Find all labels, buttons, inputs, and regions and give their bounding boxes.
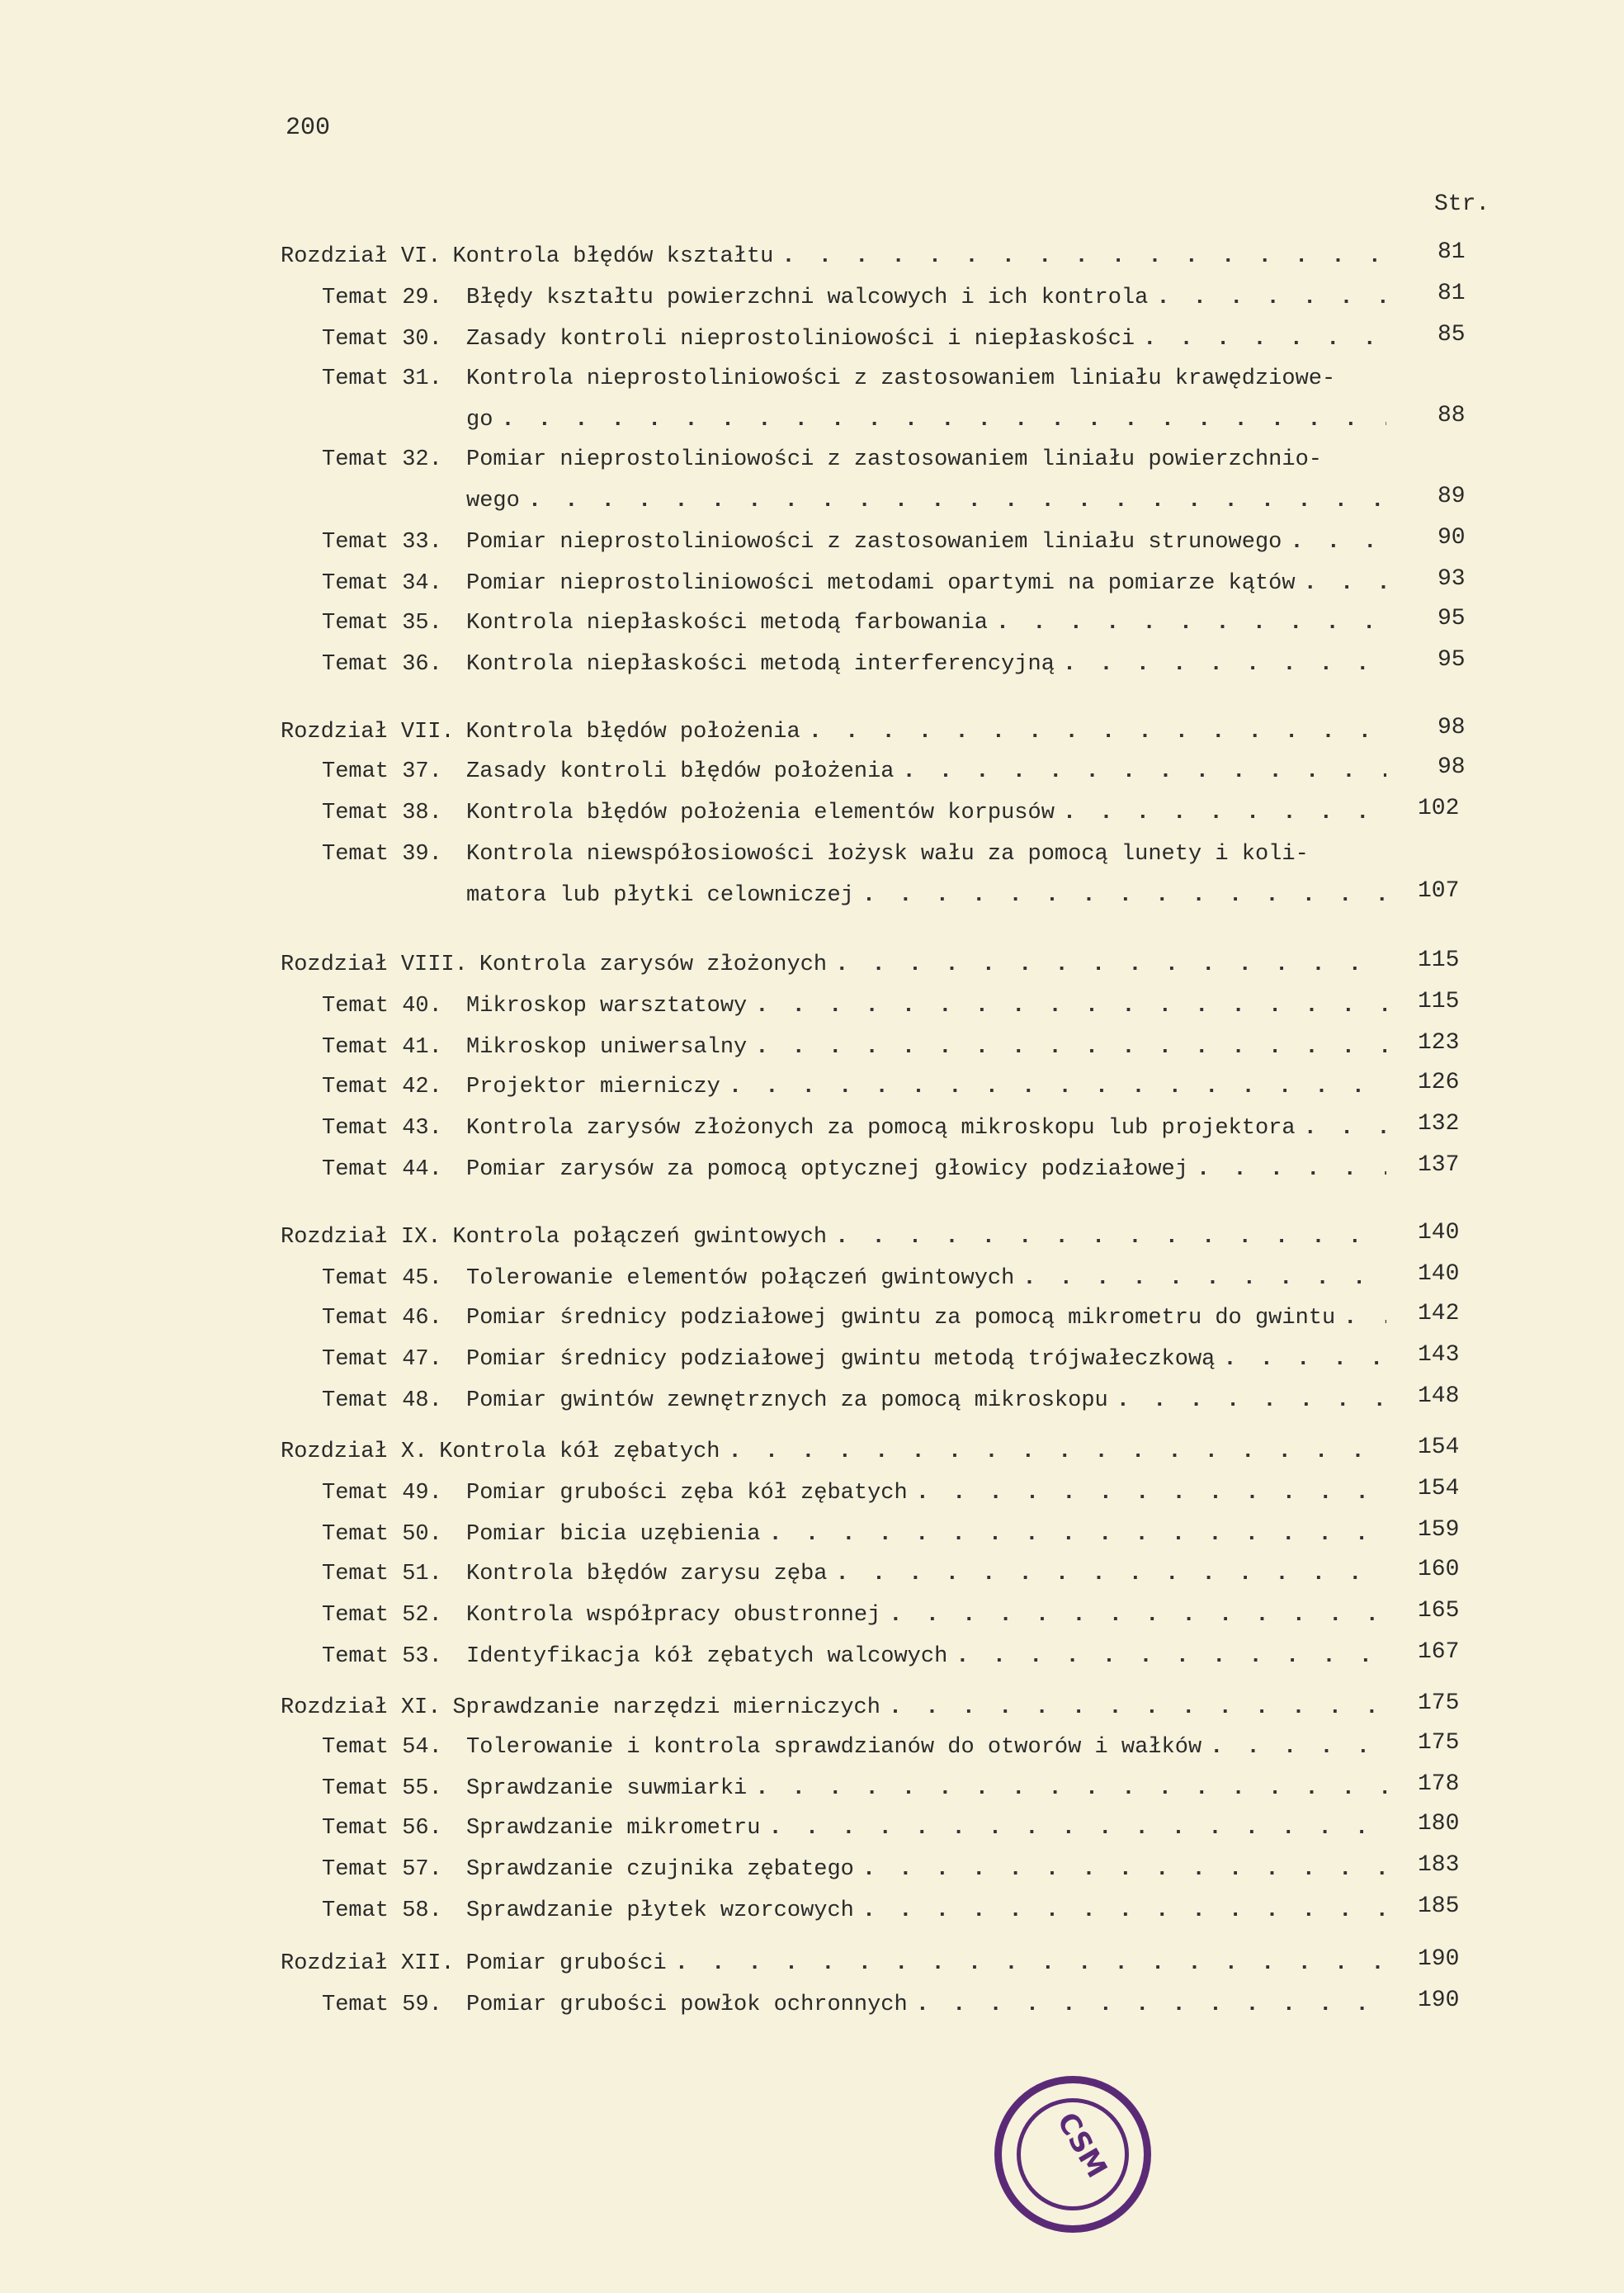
toc-page-number: 140 (1418, 1220, 1460, 1246)
dot-leader (729, 1440, 1387, 1464)
toc-lead: Temat 33. (322, 530, 442, 555)
toc-page-number: 115 (1418, 989, 1460, 1014)
dot-leader (1063, 801, 1386, 825)
toc-topic-row (322, 1846, 1386, 1882)
toc-topic-row (322, 315, 1386, 352)
toc-page-number: 90 (1438, 525, 1466, 551)
dot-leader (755, 1776, 1386, 1801)
toc-page-number: 140 (1418, 1261, 1460, 1287)
dot-leader (1116, 1388, 1386, 1413)
toc-lead: Temat 52. (322, 1603, 442, 1628)
toc-title: Sprawdzanie narzędzi mierniczych (452, 1695, 880, 1720)
toc-page-number: 98 (1438, 715, 1466, 740)
dot-leader (1210, 1735, 1386, 1760)
toc-topic-row (322, 789, 1386, 825)
toc-title: Pomiar grubości zęba kół zębatych (466, 1481, 908, 1506)
toc-topic-row (322, 1469, 1386, 1506)
toc-title: go (466, 408, 493, 433)
toc-lead: Temat 45. (322, 1266, 442, 1291)
dot-leader (809, 720, 1386, 745)
toc-lead: Temat 44. (322, 1157, 442, 1182)
toc-topic-row (322, 1765, 1386, 1801)
toc-title: Kontrola zarysów złożonych za pomocą mikroskopu lub projektora (466, 1116, 1296, 1141)
toc-topic-row (322, 1804, 1386, 1841)
toc-lead: Temat 29. (322, 286, 442, 310)
toc-topic-row (322, 436, 1386, 472)
toc-page-number: 85 (1438, 322, 1466, 347)
toc-page-number: 178 (1418, 1771, 1460, 1797)
dot-leader (1063, 652, 1386, 677)
toc-title: Sprawdzanie suwmiarki (466, 1776, 748, 1801)
toc-title: Kontrola zarysów złożonych (479, 953, 828, 977)
toc-topic-row (322, 1063, 1386, 1099)
toc-title: Mikroskop uniwersalny (466, 1035, 748, 1060)
toc-title: Kontrola błędów kształtu (452, 244, 774, 269)
toc-title: Pomiar zarysów za pomocą optycznej głowicy podziałowej (466, 1157, 1188, 1182)
toc-topic-row (322, 641, 1386, 677)
dot-leader (768, 1816, 1386, 1841)
toc-chapter-row (281, 1428, 1386, 1464)
dot-leader (862, 1898, 1386, 1923)
toc-topic-row (322, 1550, 1386, 1586)
toc-title: Mikroskop warsztatowy (466, 994, 748, 1019)
toc-page-number: 175 (1418, 1690, 1460, 1716)
toc-title: Zasady kontroli błędów położenia (466, 759, 895, 784)
toc-page-number: 159 (1418, 1517, 1460, 1543)
toc-title: matora lub płytki celowniczej (466, 883, 854, 908)
toc-page-number: 107 (1418, 878, 1460, 904)
toc-page-number: 190 (1418, 1946, 1460, 1972)
toc-lead: Temat 54. (322, 1735, 442, 1760)
toc-page-number: 123 (1418, 1030, 1460, 1056)
toc-topic-row (322, 1104, 1386, 1141)
toc-title: Pomiar średnicy podziałowej gwintu metodą trójwałeczkową (466, 1347, 1216, 1372)
toc-topic-row (322, 1255, 1386, 1291)
toc-topic-row (322, 518, 1386, 555)
dot-leader (956, 1644, 1386, 1669)
toc-topic-row (322, 830, 1386, 867)
toc-lead: Temat 57. (322, 1857, 442, 1882)
page-column-header: Str. (1434, 191, 1490, 217)
dot-leader (1197, 1157, 1386, 1182)
toc-lead: Temat 55. (322, 1776, 442, 1801)
toc-page-number: 81 (1438, 239, 1466, 265)
dot-leader (889, 1603, 1386, 1628)
toc-topic-row (322, 982, 1386, 1019)
toc-lead: Temat 50. (322, 1522, 442, 1547)
toc-page-number: 183 (1418, 1852, 1460, 1878)
dot-leader (755, 994, 1386, 1019)
toc-lead: Rozdział IX. (281, 1225, 441, 1250)
toc-page-number: 95 (1438, 606, 1466, 631)
toc-page-number: 132 (1418, 1111, 1460, 1137)
toc-title: Kontrola kół zębatych (439, 1440, 720, 1464)
toc-topic-row (322, 1887, 1386, 1923)
dot-leader (1304, 571, 1386, 596)
toc-title: wego (466, 489, 520, 513)
dot-leader (1223, 1347, 1386, 1372)
toc-topic-row (322, 560, 1386, 596)
toc-topic-row (322, 1633, 1386, 1669)
toc-chapter-row (281, 233, 1386, 269)
toc-lead: Temat 48. (322, 1388, 442, 1413)
dot-leader (996, 611, 1386, 636)
dot-leader (528, 489, 1386, 513)
toc-page-number: 165 (1418, 1598, 1460, 1624)
dot-leader (902, 759, 1386, 784)
toc-title: Sprawdzanie mikrometru (466, 1816, 761, 1841)
dot-leader (755, 1035, 1386, 1060)
toc-page-number: 190 (1418, 1988, 1460, 2013)
dot-leader (862, 883, 1386, 908)
toc-lead: Temat 59. (322, 1993, 442, 2017)
toc-topic-row (322, 1981, 1386, 2017)
toc-page-number: 95 (1438, 647, 1466, 673)
library-stamp: CSM (994, 2076, 1151, 2233)
toc-topic-row (322, 1294, 1386, 1331)
dot-leader (729, 1075, 1386, 1099)
toc-topic-row (322, 1723, 1386, 1760)
toc-lead: Temat 41. (322, 1035, 442, 1060)
toc-title: Kontrola niepłaskości metodą farbowania (466, 611, 988, 636)
toc-lead: Temat 47. (322, 1347, 442, 1372)
toc-topic-row (322, 1591, 1386, 1628)
dot-leader (862, 1857, 1386, 1882)
toc-topic-row (322, 599, 1386, 636)
toc-page-number: 185 (1418, 1893, 1460, 1919)
toc-page-number: 88 (1438, 403, 1466, 428)
dot-leader (1156, 286, 1386, 310)
toc-page-number: 81 (1438, 281, 1466, 306)
toc-title: Kontrola niepłaskości metodą interferencyjną (466, 652, 1055, 677)
toc-page-number: 126 (1418, 1070, 1460, 1095)
toc-lead: Temat 38. (322, 801, 442, 825)
toc-lead: Rozdział VII. (281, 720, 455, 745)
toc-title: Pomiar grubości powłok ochronnych (466, 1993, 908, 2017)
toc-page-number: 137 (1418, 1152, 1460, 1178)
toc-chapter-row (281, 1940, 1386, 1976)
toc-title: Tolerowanie elementów połączeń gwintowych (466, 1266, 1015, 1291)
toc-title: Kontrola nieprostoliniowości z zastosowaniem liniału krawędziowe- (466, 366, 1336, 391)
toc-title: Zasady kontroli nieprostoliniowości i niepłaskości (466, 327, 1135, 352)
toc-page-number: 98 (1438, 754, 1466, 780)
toc-lead: Rozdział X. (281, 1440, 428, 1464)
toc-title: Pomiar bicia uzębienia (466, 1522, 761, 1547)
dot-leader (675, 1951, 1386, 1976)
toc-chapter-row (281, 1684, 1386, 1720)
dot-leader (1143, 327, 1386, 352)
toc-title: Kontrola połączeń gwintowych (452, 1225, 828, 1250)
toc-lead: Temat 53. (322, 1644, 442, 1669)
page-number: 200 (286, 114, 331, 142)
toc-page-number: 154 (1418, 1435, 1460, 1460)
toc-topic-row (322, 748, 1386, 784)
toc-topic-row (322, 1146, 1386, 1182)
toc-title: Kontrola współpracy obustronnej (466, 1603, 881, 1628)
toc-lead: Rozdział XII. (281, 1951, 455, 1976)
toc-topic-row (466, 872, 1386, 908)
toc-title: Pomiar nieprostoliniowości z zastosowaniem liniału powierzchnio- (466, 447, 1322, 472)
toc-chapter-row (281, 941, 1386, 977)
toc-topic-row (322, 355, 1386, 391)
dot-leader (768, 1522, 1386, 1547)
toc-lead: Temat 58. (322, 1898, 442, 1923)
toc-topic-row (322, 1377, 1386, 1413)
dot-leader (835, 953, 1386, 977)
toc-page-number: 148 (1418, 1383, 1460, 1409)
toc-title: Pomiar nieprostoliniowości z zastosowaniem liniału strunowego (466, 530, 1282, 555)
toc-page-number: 180 (1418, 1811, 1460, 1837)
dot-leader (1022, 1266, 1386, 1291)
toc-title: Tolerowanie i kontrola sprawdzianów do otworów i wałków (466, 1735, 1202, 1760)
toc-page-number: 93 (1438, 566, 1466, 592)
toc-title: Sprawdzanie czujnika zębatego (466, 1857, 854, 1882)
toc-title: Kontrola błędów położenia (465, 720, 800, 745)
toc-title: Pomiar gwintów zewnętrznych za pomocą mikroskopu (466, 1388, 1108, 1413)
toc-title: Pomiar średnicy podziałowej gwintu za pomocą mikrometru do gwintu (466, 1306, 1336, 1331)
toc-lead: Temat 43. (322, 1116, 442, 1141)
toc-title: Pomiar nieprostoliniowości metodami opartymi na pomiarze kątów (466, 571, 1296, 596)
toc-lead: Temat 39. (322, 842, 442, 867)
dot-leader (916, 1481, 1386, 1506)
toc-topic-row (466, 477, 1386, 513)
toc-lead: Temat 46. (322, 1306, 442, 1331)
dot-leader (889, 1695, 1386, 1720)
toc-topic-row (466, 396, 1386, 433)
toc-topic-row (322, 1336, 1386, 1372)
toc-title: Błędy kształtu powierzchni walcowych i ich kontrola (466, 286, 1149, 310)
toc-page-number: 160 (1418, 1557, 1460, 1582)
toc-lead: Temat 34. (322, 571, 442, 596)
toc-chapter-row (281, 1213, 1386, 1250)
dot-leader (835, 1225, 1386, 1250)
dot-leader (1290, 530, 1386, 555)
toc-lead: Temat 40. (322, 994, 442, 1019)
dot-leader (835, 1562, 1386, 1586)
toc-page-number: 154 (1418, 1476, 1460, 1501)
toc-page-number: 115 (1418, 948, 1460, 973)
toc-lead: Temat 32. (322, 447, 442, 472)
toc-page-number: 167 (1418, 1639, 1460, 1665)
toc-lead: Temat 36. (322, 652, 442, 677)
toc-page-number: 143 (1418, 1342, 1460, 1368)
toc-title: Pomiar grubości (465, 1951, 667, 1976)
toc-page-number: 89 (1438, 484, 1466, 509)
toc-title: Kontrola błędów zarysu zęba (466, 1562, 828, 1586)
toc-title: Kontrola błędów położenia elementów korpusów (466, 801, 1055, 825)
toc-title: Projektor mierniczy (466, 1075, 720, 1099)
dot-leader (916, 1993, 1386, 2017)
dot-leader (1343, 1306, 1386, 1331)
dot-leader (501, 408, 1386, 433)
toc-lead: Temat 31. (322, 366, 442, 391)
toc-lead: Temat 42. (322, 1075, 442, 1099)
toc-topic-row (322, 1511, 1386, 1547)
toc-lead: Temat 56. (322, 1816, 442, 1841)
dot-leader (1304, 1116, 1386, 1141)
toc-title: Sprawdzanie płytek wzorcowych (466, 1898, 854, 1923)
toc-lead: Temat 51. (322, 1562, 442, 1586)
toc-lead: Temat 35. (322, 611, 442, 636)
toc-topic-row (322, 1024, 1386, 1060)
toc-lead: Temat 49. (322, 1481, 442, 1506)
dot-leader (781, 244, 1386, 269)
toc-chapter-row (281, 708, 1386, 745)
toc-lead: Rozdział VI. (281, 244, 441, 269)
toc-topic-row (322, 274, 1386, 310)
toc-lead: Rozdział VIII. (281, 953, 468, 977)
toc-lead: Temat 37. (322, 759, 442, 784)
toc-page-number: 175 (1418, 1730, 1460, 1756)
toc-lead: Rozdział XI. (281, 1695, 441, 1720)
toc-title: Identyfikacja kół zębatych walcowych (466, 1644, 948, 1669)
toc-title: Kontrola niewspółosiowości łożysk wału za pomocą lunety i koli- (466, 842, 1309, 867)
toc-lead: Temat 30. (322, 327, 442, 352)
toc-page-number: 142 (1418, 1301, 1460, 1326)
toc-page-number: 102 (1418, 796, 1460, 821)
